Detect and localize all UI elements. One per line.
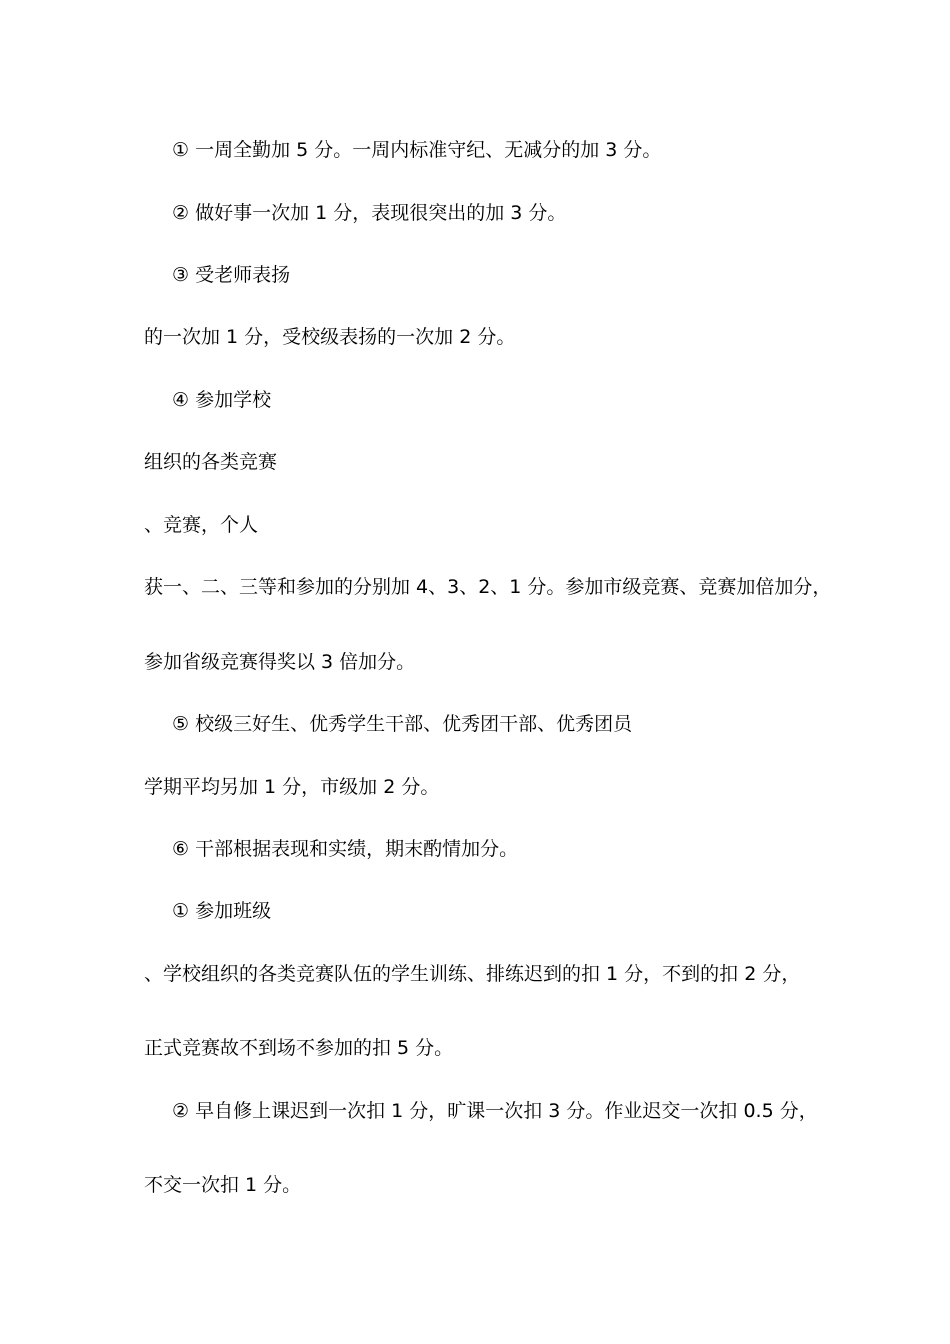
paragraph-line: ③ 受老师表扬 xyxy=(172,264,291,286)
paragraph-line: ② 早自修上课迟到一次扣 1 分，旷课一次扣 3 分。作业迟交一次扣 0.5 分， xyxy=(172,1100,818,1122)
paragraph-line: 获一、二、三等和参加的分别加 4、3、2、1 分。参加市级竞赛、竞赛加倍加分， xyxy=(144,576,832,598)
paragraph-line: ② 做好事一次加 1 分，表现很突出的加 3 分。 xyxy=(172,202,567,224)
paragraph-line: 参加省级竞赛得奖以 3 倍加分。 xyxy=(144,651,416,673)
paragraph-line: 、学校组织的各类竞赛队伍的学生训练、排练迟到的扣 1 分，不到的扣 2 分， xyxy=(144,963,801,985)
paragraph-line: ⑥ 干部根据表现和实绩，期末酌情加分。 xyxy=(172,838,519,860)
paragraph-line: 组织的各类竞赛 xyxy=(144,451,278,473)
paragraph-line: ⑤ 校级三好生、优秀学生干部、优秀团干部、优秀团员 xyxy=(172,713,633,735)
paragraph-line: 不交一次扣 1 分。 xyxy=(144,1174,302,1196)
paragraph-line: 、竞赛，个人 xyxy=(144,514,259,536)
paragraph-line: ④ 参加学校 xyxy=(172,389,272,411)
paragraph-line: 正式竞赛故不到场不参加的扣 5 分。 xyxy=(144,1037,454,1059)
paragraph-line: 学期平均另加 1 分，市级加 2 分。 xyxy=(144,776,440,798)
paragraph-line: ① 参加班级 xyxy=(172,900,272,922)
paragraph-line: ① 一周全勤加 5 分。一周内标准守纪、无减分的加 3 分。 xyxy=(172,139,662,161)
paragraph-line: 的一次加 1 分，受校级表扬的一次加 2 分。 xyxy=(144,326,516,348)
